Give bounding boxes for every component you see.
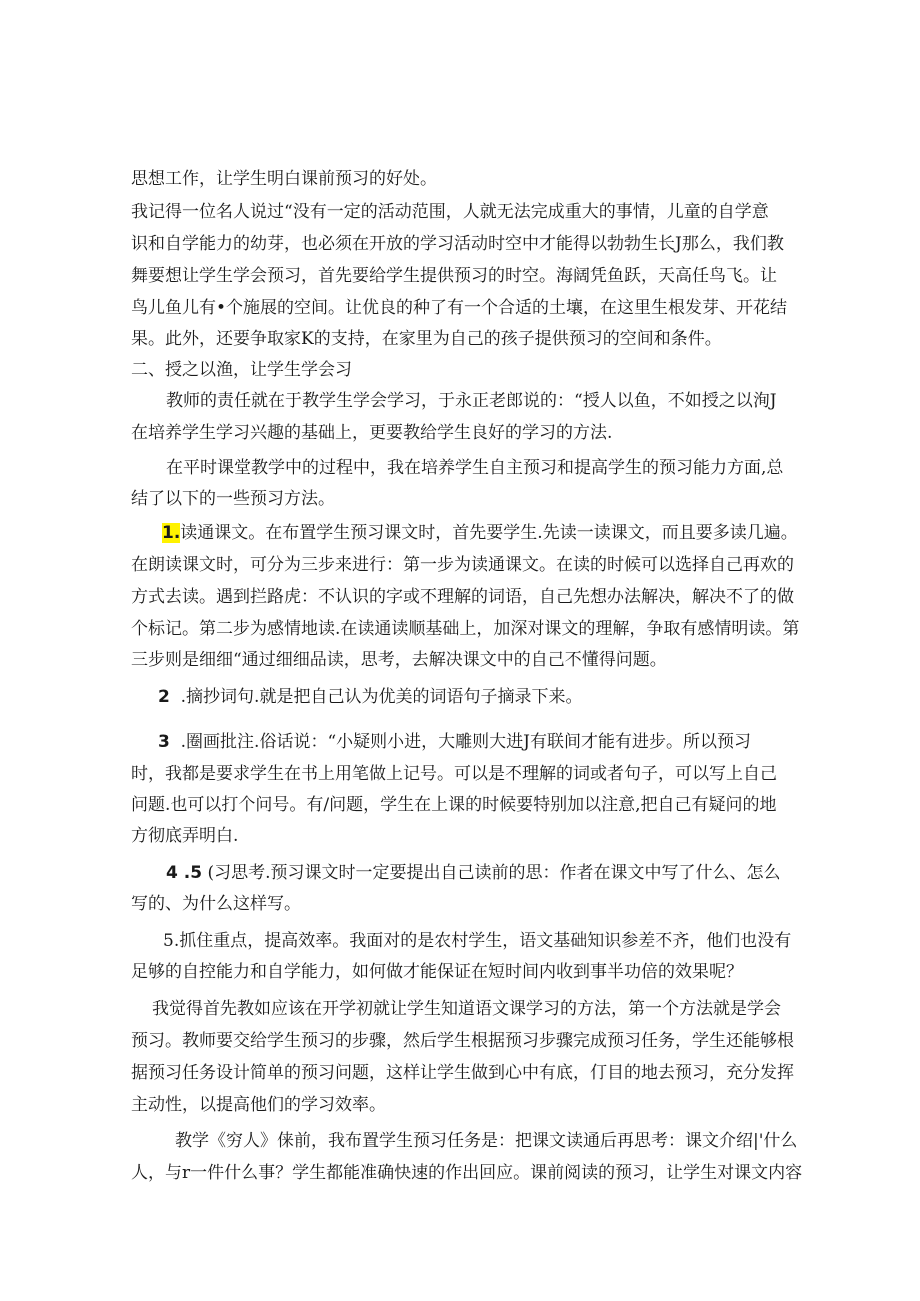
text-line: 主动性，以提高他们的学习效率。 bbox=[131, 1095, 386, 1115]
list-item-2 bbox=[158, 685, 582, 709]
text-line: 问题.也可以打个问号。有/问题，学生在上课的时候要特别加以注意,把自己有疑问的地 bbox=[131, 795, 777, 815]
list-item-5: 5.抓住重点，提高效率。我面对的是农村学生，语文基础知识参差不齐，他们也没有 bbox=[163, 931, 792, 951]
list-item-3 bbox=[158, 730, 751, 754]
list-item-1-text: 读通课文。在布置学生预习课文时，首先要学生.先读一读课文，而且要多读几遍。 bbox=[180, 523, 798, 543]
list-marker: 4 .5 bbox=[166, 863, 203, 883]
text-line: 在平时课堂教学中的过程中，我在培养学生自主预习和提高学生的预习能力方面,总 bbox=[166, 458, 784, 478]
text-line: 据预习任务设计简单的预习问题，这样让学生做到心中有底，仃目的地去预习，充分发挥 bbox=[131, 1063, 794, 1083]
text-line: 三步则是细细“通过细细品读，思考，去解决课文中的自己不懂得问题。 bbox=[131, 650, 667, 670]
list-item-4-text: (习思考.预习课文时一定要提出自己读前的思：作者在课文中写了什么、怎么 bbox=[207, 863, 781, 883]
text-line: 识和自学能力的幼芽，也必须在开放的学习活动时空中才能得以勃勃生长J那么，我们教 bbox=[131, 234, 784, 254]
text-line: 果。此外，还要争取家K的支持，在家里为自己的孩子提供预习的空间和条件。 bbox=[131, 329, 722, 349]
text-line: 教师的责任就在于教学生学会学习，于永正老郎说的：“授人以鱼，不如授之以洵J bbox=[166, 391, 777, 411]
list-item-1 bbox=[162, 521, 798, 545]
list-item-2-text: .摘抄词句.就是把自己认为优美的词语句子摘录下来。 bbox=[180, 687, 583, 707]
text-line: 在培养学生学习兴趣的基础上，更要教给学生良好的学习的方法. bbox=[131, 423, 613, 443]
highlighted-marker: 1. bbox=[162, 523, 181, 543]
list-marker: 2 bbox=[158, 687, 170, 707]
text-line: 思想工作，让学生明白课前预习的好处。 bbox=[131, 169, 437, 189]
text-line: 写的、为什么这样写。 bbox=[131, 894, 301, 914]
list-item-3-text: .圈画批注.俗话说：“小疑则小进，大雕则大进J有联间才能有进步。所以预习 bbox=[180, 732, 751, 752]
text-line: 个标记。第二步为感情地读.在读通读顺基础上，加深对课文的理解，争取有感情明读。第 bbox=[131, 619, 800, 639]
text-line: 舞要想让学生学会预习，首先要给学生提供预习的时空。海阔凭鱼跃，天高任鸟飞。让 bbox=[131, 266, 777, 286]
text-line: 结了以下的一些预习方法。 bbox=[131, 489, 335, 509]
text-line: 我觉得首先教如应该在开学初就让学生知道语文课学习的方法，第一个方法就是学会 bbox=[152, 999, 781, 1019]
text-line: 方式去读。遇到拦路虎：不认识的字或不理解的词语，自己先想办法解决，解决不了的做 bbox=[131, 587, 794, 607]
list-marker: 3 bbox=[158, 732, 170, 752]
text-line: 教学《穷人》俫前，我布置学生预习任务是：把课文读通后再思考：课文介绍|'什么 bbox=[175, 1131, 798, 1151]
text-line: 鸟儿鱼儿有•个施展的空间。让优良的种了有一个合适的土壤，在这里生根发芽、开花结 bbox=[131, 298, 788, 318]
text-line: 时，我都是要求学生在书上用笔做上记号。可以是不理解的词或者句子，可以写上自己 bbox=[131, 764, 777, 784]
list-item-4 bbox=[166, 861, 781, 885]
text-line: 人，与r一件什么事？学生都能准确快速的作出回应。课前阅读的预习，让学生对课文内容 bbox=[131, 1163, 803, 1183]
section-heading: 二、授之以渔，让学生学会习 bbox=[131, 360, 352, 380]
text-line: 预习。教师要交给学生预习的步骤，然后学生根据预习步骤完成预习任务，学生还能够根 bbox=[131, 1031, 794, 1051]
text-line: 方彻底弄明白. bbox=[131, 826, 239, 846]
text-line: 我记得一位名人说过“没有一定的活动范围，人就无法完成重大的事情，儿童的自学意 bbox=[131, 202, 769, 222]
text-line: 在朗读课文时，可分为三步来进行：第一步为读通课文。在读的时候可以选择自己再欢的 bbox=[131, 555, 794, 575]
text-line: 足够的自控能力和自学能力，如何做才能保证在短时间内收到事半功倍的效果呢？ bbox=[131, 962, 743, 982]
